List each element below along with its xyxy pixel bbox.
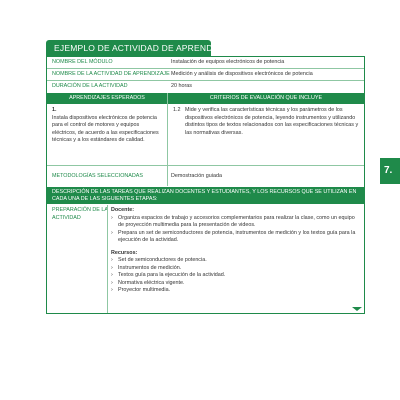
- label-modulo: NOMBRE DEL MÓDULO: [52, 59, 113, 65]
- aprendizaje-text: Instala dispositivos electrónicos de potencia para el control de motores y equipos eléctricos, de acuerdo a las especificaciones técnicas y a los estándares de calidad.: [52, 114, 159, 143]
- continue-arrow-icon: [352, 307, 362, 311]
- row-metodologias: [47, 166, 364, 186]
- value-modulo: Instalación de equipos electrónicos de potencia: [171, 59, 285, 65]
- columns-header: [47, 93, 364, 104]
- activity-table: [46, 56, 365, 314]
- column-criterios: CRITERIOS DE EVALUACIÓN QUE INCLUYE: [209, 95, 323, 101]
- criterio-number: 1.2: [173, 107, 181, 113]
- preparacion-content: [111, 207, 361, 313]
- row-duracion: [47, 81, 364, 92]
- row-modulo: [47, 57, 364, 68]
- page-number: 7.: [380, 158, 400, 184]
- value-metodologias: Demostración guiada: [171, 173, 222, 179]
- label-duracion: DURACIÓN DE LA ACTIVIDAD: [52, 83, 128, 89]
- value-actividad: Medición y análisis de dispositivos electrónicos de potencia: [171, 71, 313, 77]
- descripcion-header-text: DESCRIPCIÓN DE LAS TAREAS QUE REALIZAN DOCENTES Y ESTUDIANTES, Y LOS RECURSOS QUE SE UTILIZAN EN CADA UNA DE LAS SIGUIENTES ETAPAS:: [52, 189, 357, 202]
- descripcion-header: [47, 187, 364, 204]
- row-aprendizaje: [47, 107, 364, 167]
- criterio-text: Mide y verifica las características técnicas y los parámetros de los dispositivos electrónicos de potencia, leyendo instrumentos y utilizando distintos tipos de textos relacionados con las especificaciones técnicas y las normativas diversas.: [185, 107, 359, 136]
- recurso-item: › Proyector multimedia.: [111, 287, 361, 295]
- docente-title: Docente:: [111, 207, 135, 213]
- recurso-item: › Normativa eléctrica vigente.: [111, 280, 361, 288]
- docente-list: [111, 215, 361, 245]
- recursos-title: Recursos:: [111, 249, 138, 256]
- docente-item: › Organiza espacios de trabajo y accesorios complementarios para realizar la clase, como un equipo de proyección multimedia para la presentación de videos.: [111, 215, 361, 230]
- docente-item: › Prepara un set de semiconductores de potencia, instrumentos de medición y los textos guía para la ejecución de la actividad.: [111, 230, 361, 245]
- label-preparacion: PREPARACIÓN DE LA ACTIVIDAD: [52, 207, 108, 221]
- recurso-item: › Textos guía para la ejecución de la actividad.: [111, 272, 361, 280]
- label-actividad: NOMBRE DE LA ACTIVIDAD DE APRENDIZAJE: [52, 71, 170, 77]
- column-aprendizajes: APRENDIZAJES ESPERADOS: [69, 95, 145, 101]
- recursos-list: [111, 257, 361, 295]
- row-actividad: [47, 69, 364, 80]
- label-metodologias: METODOLOGÍAS SELECCIONADAS: [52, 173, 143, 179]
- aprendizaje-number: 1.: [52, 107, 57, 113]
- recurso-item: › Set de semiconductores de potencia.: [111, 257, 361, 265]
- recurso-item: › Instrumentos de medición.: [111, 265, 361, 273]
- row-preparacion: [47, 207, 364, 313]
- value-duracion: 20 horas: [171, 83, 192, 89]
- page-title: EJEMPLO DE ACTIVIDAD DE APRENDIZAJE: [46, 40, 211, 56]
- aprendizaje-cell: [52, 107, 162, 167]
